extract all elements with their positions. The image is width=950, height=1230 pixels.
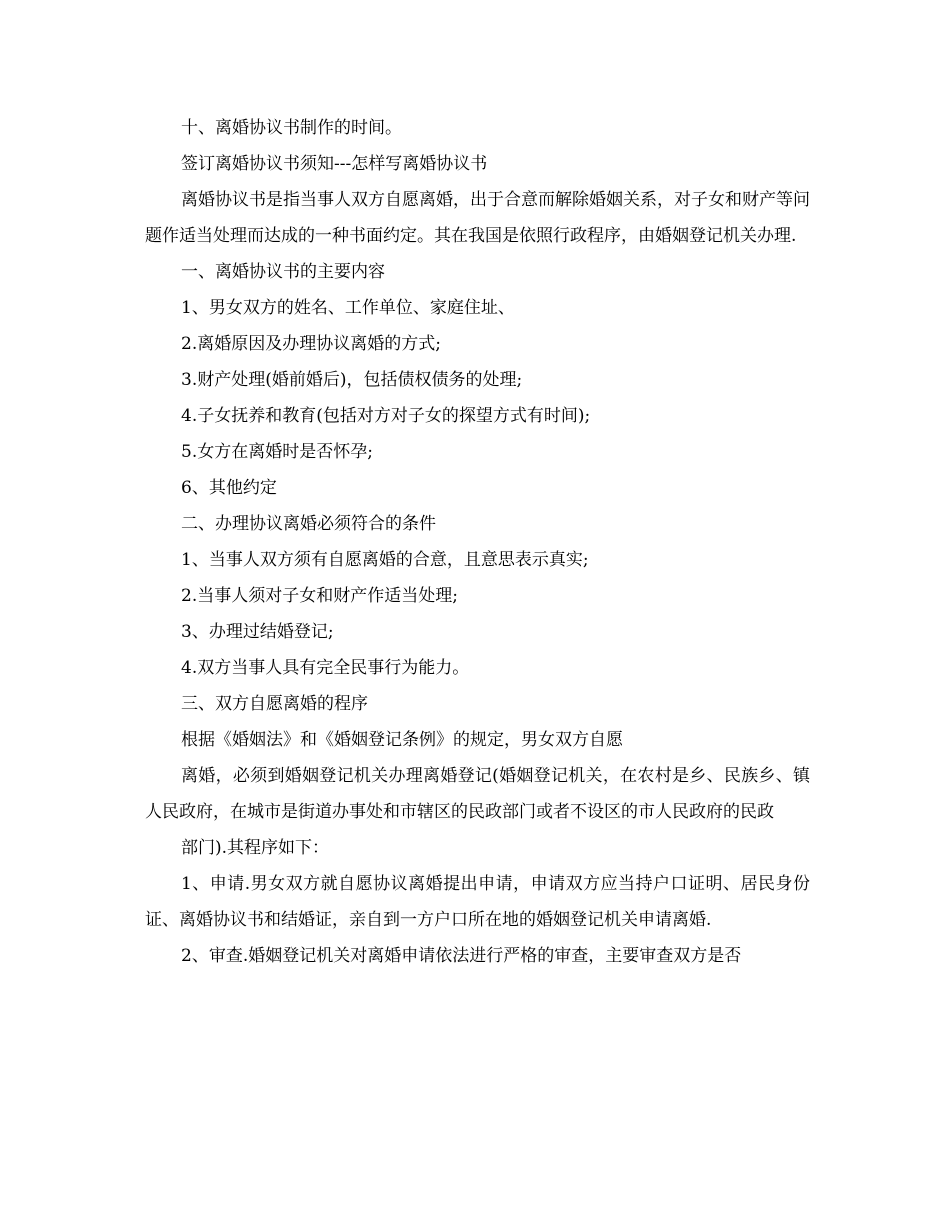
list-item-application: 1、申请.男女双方就自愿协议离婚提出申请，申请双方应当持户口证明、居民身份证、离婚协议书和结婚证，亲自到一方户口所在地的婚姻登记机关申请离婚. <box>145 874 810 930</box>
list-item-review: 2、审查.婚姻登记机关对离婚申请依法进行严格的审查，主要审查双方是否 <box>181 946 742 966</box>
heading-procedure: 三、双方自愿离婚的程序 <box>181 694 368 714</box>
list-item-capacity: 4.双方当事人具有完全民事行为能力。 <box>181 658 470 678</box>
paragraph-definition: 离婚协议书是指当事人双方自愿离婚，出于合意而解除婚姻关系，对子女和财产等问题作适当处理而达成的一种书面约定。其在我国是依照行政程序，由婚姻登记机关办理. <box>145 190 810 246</box>
list-item-marriage-registered: 3、办理过结婚登记; <box>181 622 334 642</box>
paragraph-section-ten-time: 十、离婚协议书制作的时间。 <box>181 118 402 138</box>
heading-conditions: 二、办理协议离婚必须符合的条件 <box>181 514 436 534</box>
list-item-names-address: 1、男女双方的姓名、工作单位、家庭住址、 <box>181 298 515 318</box>
list-item-property: 3.财产处理(婚前婚后)，包括债权债务的处理; <box>181 370 523 390</box>
list-item-children: 4.子女抚养和教育(包括对方对子女的探望方式有时间); <box>181 406 591 426</box>
list-item-divorce-reason: 2.离婚原因及办理协议离婚的方式; <box>181 334 441 354</box>
list-item-mutual-consent: 1、当事人双方须有自愿离婚的合意，且意思表示真实; <box>181 550 589 570</box>
list-item-proper-handling: 2.当事人须对子女和财产作适当处理; <box>181 586 458 606</box>
paragraph-registration-authority: 离婚，必须到婚姻登记机关办理离婚登记(婚姻登记机关，在农村是乡、民族乡、镇人民政府，在城市是街道办事处和市辖区的民政部门或者不设区的市人民政府的民政 <box>145 766 810 822</box>
paragraph-legal-basis: 根据《婚姻法》和《婚姻登记条例》的规定，男女双方自愿 <box>181 730 623 750</box>
paragraph-signing-notice-title: 签订离婚协议书须知---怎样写离婚协议书 <box>181 154 488 174</box>
heading-main-content: 一、离婚协议书的主要内容 <box>181 262 385 282</box>
list-item-other: 6、其他约定 <box>181 478 277 498</box>
list-item-pregnancy: 5.女方在离婚时是否怀孕; <box>181 442 373 462</box>
document-body <box>145 110 810 974</box>
paragraph-procedure-intro: 部门).其程序如下： <box>181 838 330 858</box>
